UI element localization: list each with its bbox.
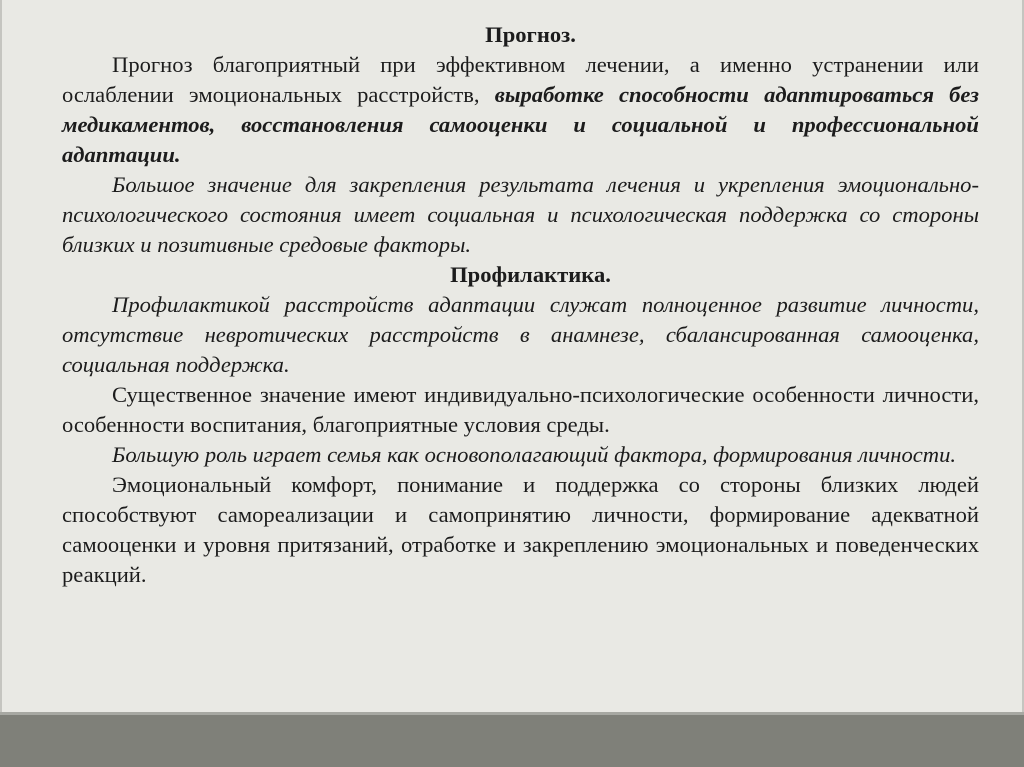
- prognosis-paragraph-1: [62, 50, 979, 170]
- prognosis-paragraph-1-emphasis: выработке способности адаптироваться без медикаментов, восстановления самооценки и социальной и профессиональной адаптации.: [62, 82, 979, 167]
- footer-band: [0, 715, 1024, 767]
- prognosis-paragraph-2: Большое значение для закрепления результата лечения и укрепления эмоционально-психологического состояния имеет социальная и психологическая поддержка со стороны близких и позитивные средовые факторы.: [62, 172, 979, 257]
- prevention-paragraph-2: Существенное значение имеют индивидуально-психологические особенности личности, особенности воспитания, благоприятные условия среды.: [62, 382, 979, 437]
- prevention-paragraph-4: Эмоциональный комфорт, понимание и поддержка со стороны близких людей способствуют самореализации и самопринятию личности, формирование адекватной самооценки и уровня притязаний, отработке и закреплению эмоциональных и поведенческих реакций.: [62, 472, 979, 587]
- left-divider: [0, 0, 2, 712]
- prevention-paragraph-1: Профилактикой расстройств адаптации служат полноценное развитие личности, отсутствие невротических расстройств в анамнезе, сбалансированная самооценка, социальная поддержка.: [62, 292, 979, 377]
- prognosis-heading: Прогноз.: [485, 22, 576, 47]
- slide-content: [62, 20, 979, 590]
- prevention-heading: Профилактика.: [450, 262, 611, 287]
- prognosis-paragraph-1-text: Прогноз благоприятный при эффективном лечении, а именно устранении или ослаблении эмоциональных расстройств,: [62, 52, 979, 107]
- prevention-paragraph-3: Большую роль играет семья как основополагающий фактора, формирования личности.: [112, 442, 957, 467]
